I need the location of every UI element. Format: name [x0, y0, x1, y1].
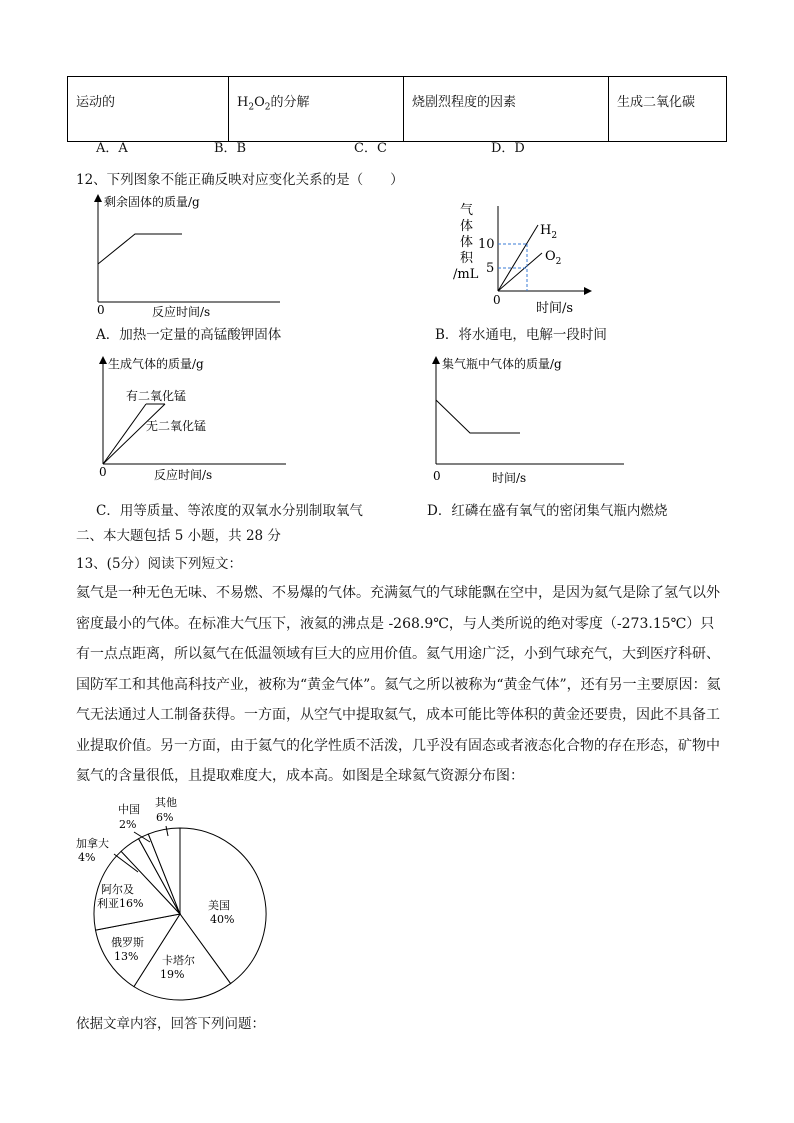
cell-formula: $H_2O_2$的分解: [237, 95, 310, 113]
x-label: 时间/s: [492, 471, 527, 485]
pie-pct-other: 6%: [156, 811, 174, 824]
origin-label: 0: [433, 469, 441, 483]
tick-5: 5: [486, 261, 495, 276]
no-catalyst-line: [103, 404, 165, 464]
option-a: A．A: [96, 141, 128, 156]
y-label: 剩余固体的质量/g: [104, 195, 200, 209]
cell-text: 生成二氧化碳: [617, 95, 696, 110]
x-label: 时间/s: [536, 301, 574, 316]
tick-10: 10: [478, 237, 495, 252]
caption-a: A．加热一定量的高锰酸钾固体: [96, 327, 282, 343]
o2-line: [498, 253, 542, 291]
y-label-char: 积: [460, 251, 474, 266]
helium-pie-chart: [70, 792, 290, 1012]
cell-text: 烧剧烈程度的因素: [412, 95, 517, 110]
table-cell: [68, 77, 229, 142]
q13-stem: 13、(5分）阅读下列短文：: [76, 556, 243, 572]
pie-label-usa: 美国: [208, 899, 230, 912]
q12-stem: 12、下列图象不能正确反映对应变化关系的是（ ）: [76, 172, 404, 188]
y-label: 集气瓶中气体的质量/g: [442, 357, 562, 371]
x-label: 反应时间/s: [154, 468, 213, 482]
pie-label-russia: 俄罗斯: [111, 936, 144, 949]
pie-pct-china: 2%: [119, 818, 137, 831]
no-catalyst-label: 无二氧化锰: [146, 419, 207, 433]
option-d: D．D: [491, 141, 525, 156]
cell-text: 运动的: [76, 95, 116, 110]
caption-c: C．用等质量、等浓度的双氧水分别制取氧气: [96, 503, 363, 519]
graph-a: [90, 192, 290, 322]
x-label: 反应时间/s: [152, 305, 211, 319]
catalyst-line: [103, 404, 146, 464]
pie-pct-usa: 40%: [210, 913, 235, 926]
q13-followup: 依据文章内容，回答下列问题：: [76, 1016, 265, 1032]
pie-pct-qatar: 19%: [160, 968, 185, 981]
y-label: 生成气体的质量/g: [108, 357, 204, 371]
graph-c: [90, 354, 290, 486]
pie-pct-algeria: 利亚16%: [97, 897, 144, 910]
q13-paragraph: 氦气是一种无色无味、不易燃、不易爆的气体。充满氦气的气球能飘在空中，是因为氦气是除了氢气以外密度最小的气体。在标准大气压下，液氦的沸点是 -268.9℃，与人类所说的绝对零度（-273.15℃）只有一点点距离，所以氦气在低温领域有巨大的应用价值。氦气用途广泛，小到气球充气，大到医疗科研、国防军工和其他高科技产业，被称为“黄金气体”。氦气之所以被称为“黄金气体”，还有另一主要原因：氦气无法通过人工制备获得。一方面，从空气中提取氦气，成本可能比等体积的黄金还要贵，因此不具备工业提取价值。另一方面，由于氦气的化学性质不活泼，几乎没有固态或者液态化合物的存在形态，矿物中氦气的含量很低，且提取难度大，成本高。如图是全球氦气资源分布图：: [76, 585, 721, 784]
option-b: B．B: [214, 141, 247, 156]
pie-label-qatar: 卡塔尔: [162, 954, 195, 967]
y-label-char: 气: [460, 203, 474, 218]
table-cell: [229, 77, 404, 142]
pie-pct-russia: 13%: [114, 950, 139, 963]
answer-table: [67, 76, 727, 142]
pie-label-algeria: 阿尔及: [101, 883, 134, 896]
origin-label: 0: [99, 465, 107, 479]
section-heading: 二、本大题包括 5 小题，共 28 分: [76, 528, 281, 544]
caption-b: B．将水通电，电解一段时间: [435, 327, 607, 343]
mass-curve: [98, 234, 182, 264]
option-c: C．C: [354, 141, 387, 156]
h2-label: $H_2$: [540, 223, 558, 241]
y-label-char: 体: [460, 235, 474, 250]
catalyst-label: 有二氧化锰: [126, 389, 187, 403]
y-label-char: 体: [460, 219, 474, 234]
pie-label-china: 中国: [118, 803, 140, 816]
origin-label: 0: [97, 303, 105, 317]
graph-d: [428, 354, 628, 486]
pie-pct-canada: 4%: [78, 851, 96, 864]
mass-curve: [436, 400, 520, 433]
y-label-unit: /mL: [453, 267, 479, 282]
o2-label: $O_2$: [545, 249, 562, 267]
h2-line: [498, 225, 538, 291]
table-cell: [609, 77, 727, 142]
pie-label-other: 其他: [155, 796, 177, 809]
pie-label-canada: 加拿大: [76, 837, 109, 850]
table-cell: [404, 77, 609, 142]
graph-b: [448, 198, 608, 318]
origin-label: 0: [493, 293, 501, 307]
table-row: [68, 77, 727, 142]
caption-d: D．红磷在盛有氧气的密闭集气瓶内燃烧: [427, 503, 668, 519]
